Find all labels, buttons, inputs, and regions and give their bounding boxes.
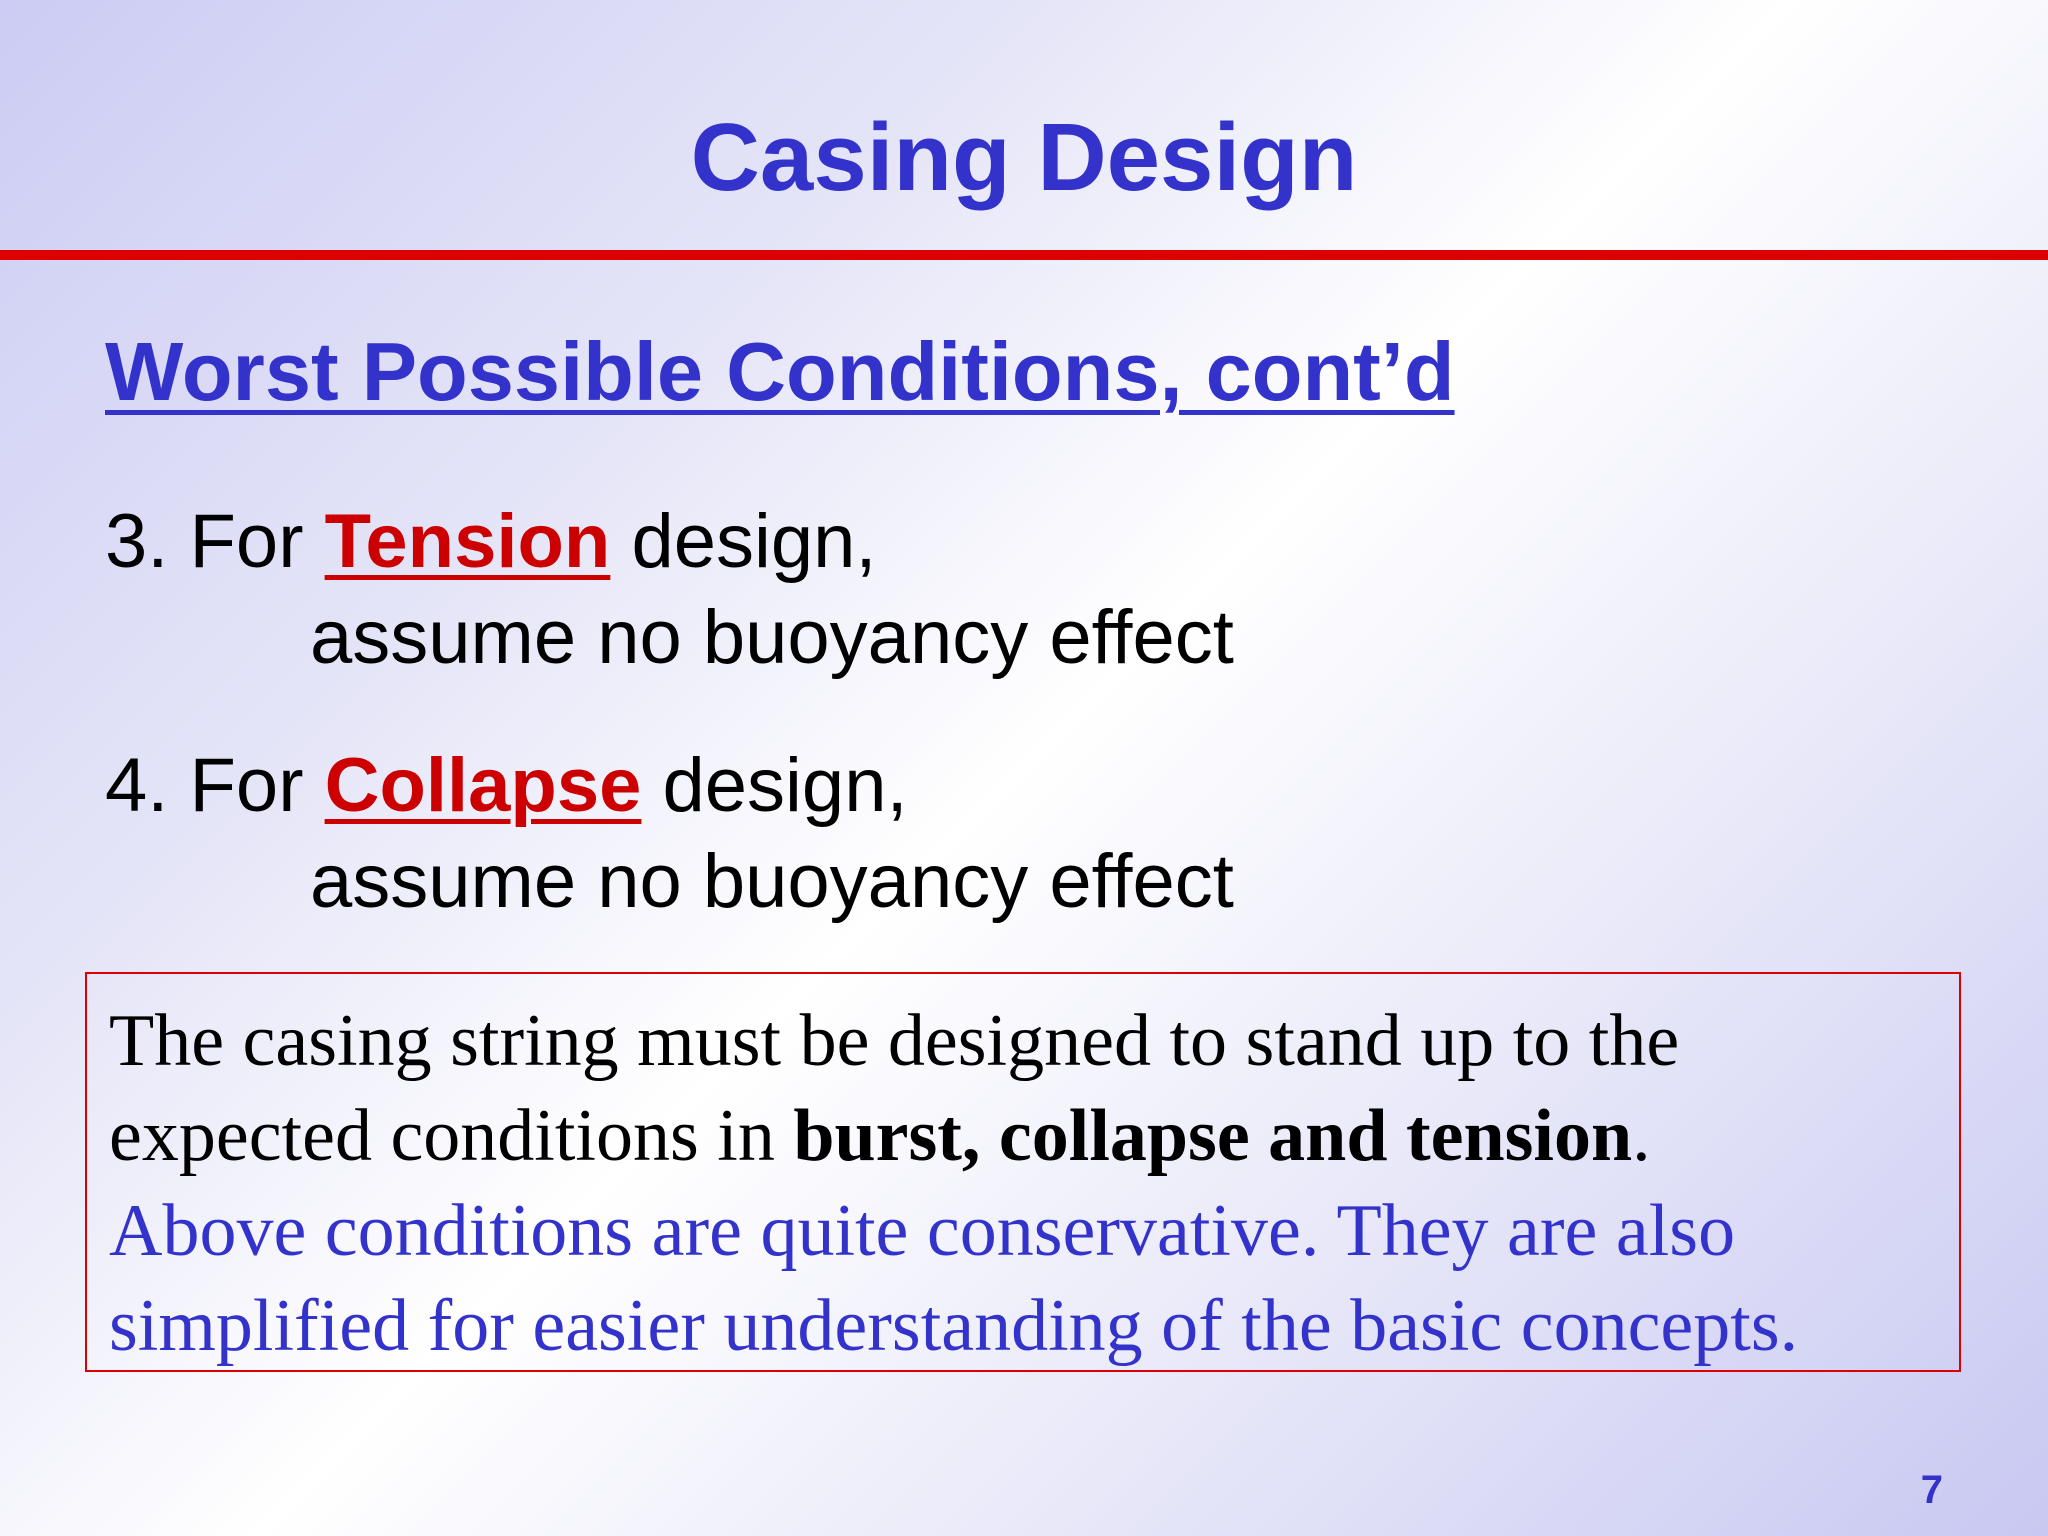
- item-prefix: 3. For: [105, 499, 325, 584]
- list-item-collapse: [105, 738, 1234, 930]
- item-suffix: design,: [641, 743, 908, 828]
- slide-number: 7: [1920, 1468, 1943, 1512]
- note-emphasis: burst, collapse and tension: [793, 1095, 1633, 1177]
- item-suffix: design,: [610, 499, 877, 584]
- item-detail: assume no buoyancy effect: [310, 595, 1234, 680]
- list-item-tension: [105, 494, 1234, 686]
- title-divider: [0, 250, 2048, 260]
- note-line-2-suffix: .: [1632, 1095, 1651, 1177]
- note-line-2: [109, 1089, 1959, 1184]
- item-prefix: 4. For: [105, 743, 325, 828]
- note-line-1: The casing string must be designed to stand up to the: [109, 1000, 1680, 1082]
- note-line-2-prefix: expected conditions in: [109, 1095, 794, 1177]
- slide-title: Casing Design: [690, 104, 1358, 211]
- note-line-4: simplified for easier understanding of the basic concepts.: [109, 1285, 1799, 1367]
- item-detail: assume no buoyancy effect: [310, 839, 1234, 924]
- note-line-3: Above conditions are quite conservative. They are also: [109, 1190, 1736, 1272]
- keyword-collapse: Collapse: [324, 743, 642, 828]
- summary-note-box: [85, 972, 1961, 1372]
- keyword-tension: Tension: [324, 499, 611, 584]
- slide-subtitle: Worst Possible Conditions, cont’d: [105, 325, 1455, 418]
